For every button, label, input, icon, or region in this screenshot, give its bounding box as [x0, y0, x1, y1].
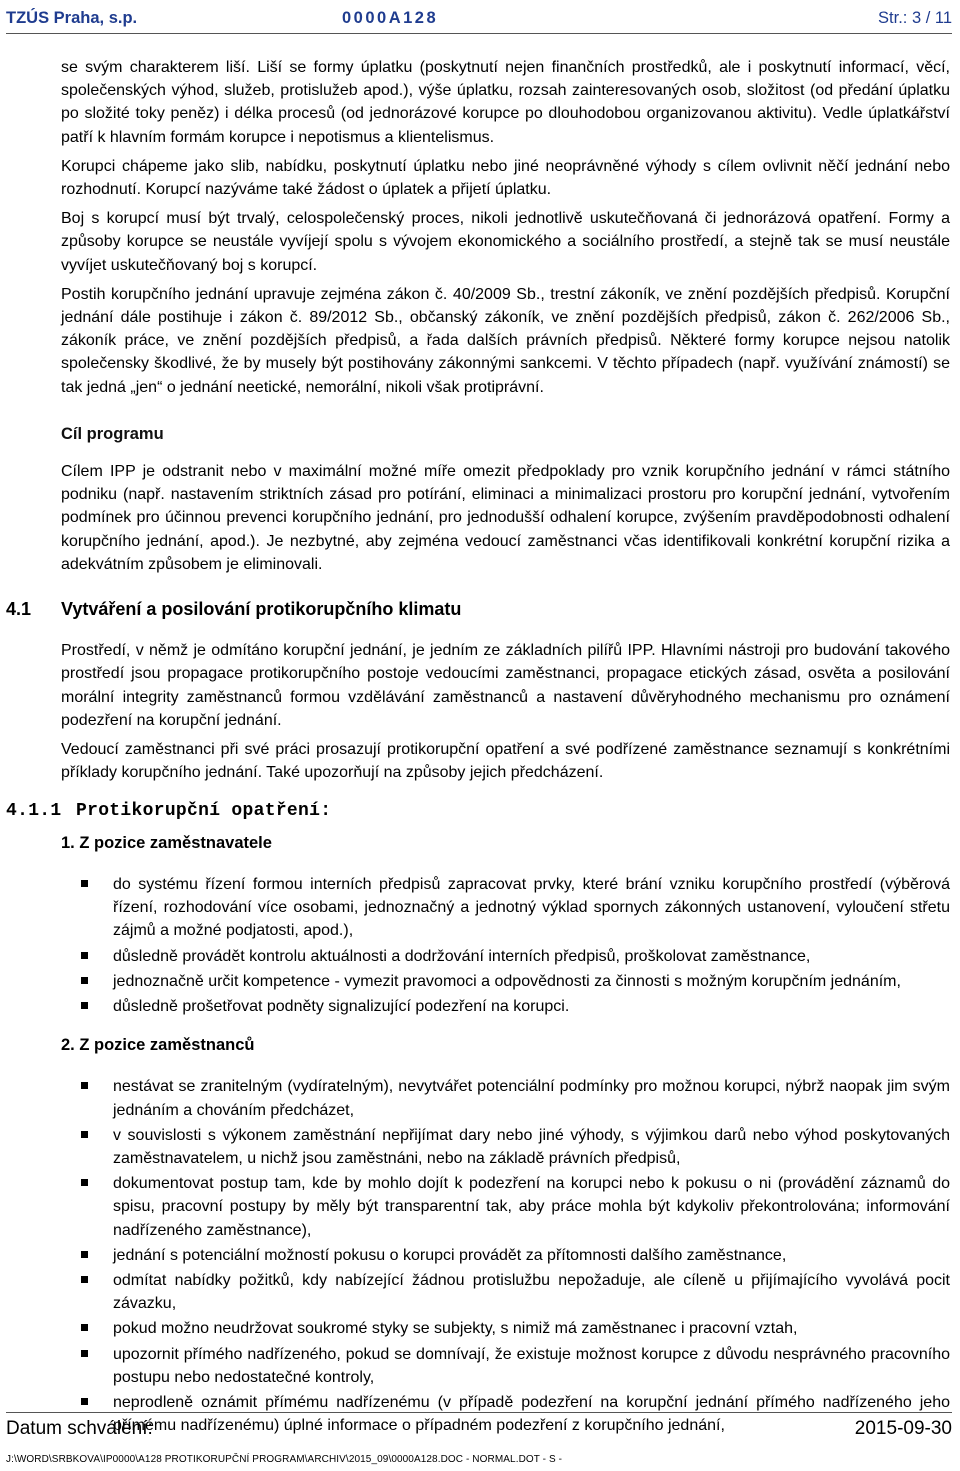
square-bullet-icon — [81, 1324, 88, 1331]
page-header — [6, 6, 952, 30]
employee-list — [61, 1075, 950, 1437]
square-bullet-icon — [81, 1179, 88, 1186]
list-item: upozornit přímého nadřízeného, pokud se domnívají, že existuje možnost korupce z důvodu nesprávného pracovního postupu nebo nedostatečné kontroly, — [113, 1343, 950, 1389]
section-heading-4-1 — [6, 598, 950, 621]
section-number: 4.1.1 — [6, 801, 62, 822]
footer-divider — [6, 1412, 952, 1413]
square-bullet-icon — [81, 1276, 88, 1283]
square-bullet-icon — [81, 977, 88, 984]
page-number: Str.: 3 / 11 — [878, 8, 952, 27]
section-heading-4-1-1 — [6, 800, 950, 823]
section-title: Vytváření a posilování protikorupčního klimatu — [61, 599, 462, 620]
paragraph: se svým charakterem liší. Liší se formy úplatku (poskytnutí nejen finančních prostředků, ale i poskytnutí informací, věcí, společenských výhod, služeb, protislužeb apod.), výše úplatku, rozsah zainteresovaných osob, složitost (od předání úplatku po složité toky peněz) i délka procesů (od jednorázové korupce po dlouhodobou organizovanou aktivitu). Vedle úplatkářství patří k hlavním formám korupce i nepotismus a klientelismus. — [61, 59, 950, 146]
square-bullet-icon — [81, 1350, 88, 1357]
list-item: pokud možno neudržovat soukromé styky se subjekty, s nimiž má zaměstnanec i pracovní vztah, — [113, 1317, 950, 1340]
list-item: nestávat se zranitelným (vydíratelným), nevytvářet potenciální podmínky pro možnou korupci, nýbrž naopak jim svým jednáním a chováním předcházet, — [113, 1075, 950, 1121]
list-item: jednání s potenciální možností pokusu o korupci provádět za přítomnosti dalšího zaměstnance, — [113, 1244, 950, 1267]
list-item: jednoznačně určit kompetence - vymezit pravomoci a odpovědnosti za činnosti s možným korupčním jednáním, — [113, 970, 950, 993]
employee-heading: 2. Z pozice zaměstnanců — [61, 1036, 255, 1055]
page-content — [6, 56, 950, 1453]
paragraph: Vedoucí zaměstnanci při své práci prosazují protikorupční opatření a své podřízené zaměstnance seznamují s konkrétními příklady korupčního jednání. Také upozorňují na způsoby jejich předcházení. — [61, 741, 950, 782]
list-item: v souvislosti s výkonem zaměstnání nepřijímat dary nebo jiné výhody, s výjimkou darů nebo výhod poskytovaných zaměstnavatelem, u nichž jsou zaměstnáni, nebo na základě právních předpisů, — [113, 1124, 950, 1170]
paragraph: Korupci chápeme jako slib, nabídku, poskytnutí úplatku nebo jiné neoprávněné výhody s cílem ovlivnit něčí jednání nebo rozhodnutí. Korupcí nazýváme také žádost o úplatek a přijetí úplatku. — [61, 157, 950, 199]
company-name: TZÚS Praha, s.p. — [6, 8, 138, 27]
square-bullet-icon — [81, 1398, 88, 1405]
goal-paragraph: Cílem IPP je odstranit nebo v maximální možné míře omezit předpoklady pro vznik korupčního jednání v rámci státního podniku (např. nastavením striktních zásad pro potírání, eliminaci a minimalizaci prostoru pro korupční jednání, vytvořením podmínek pro účinnou prevenci korupčního jednání, pro jednodušší odhalení korupce, zvýšením pravděpodobnosti odhalení korupčního jednání, apod.). Je nezbytné, aby zejména vedoucí zaměstnanci včas identifikovali konkrétní korupční rizika a adekvátním způsobem je eliminovali. — [61, 463, 950, 573]
square-bullet-icon — [81, 880, 88, 887]
paragraph: Prostředí, v němž je odmítáno korupční jednání, je jedním ze základních pilířů IPP. Hlavními nástroji pro budování takového prostředí jsou propagace protikorupčního postoje vedoucími zaměstnanci, propagace etických zásad, osvěta a posilování morální integrity zaměstnanců formou vzdělávání zaměstnanců a nastavení důvěryhodného mechanismu pro oznámení podezření na korupční jednání. — [61, 642, 950, 729]
goal-heading: Cíl programu — [61, 424, 164, 443]
list-item: neprodleně oznámit přímému nadřízenému (v případě podezření na korupční jednání přímého nadřízeného jeho přímému nadřízenému) úplné informace o případném podezření z korupčního jednání, — [113, 1391, 950, 1437]
paragraph: Boj s korupcí musí být trvalý, celospolečenský proces, nikoli jednotlivě uskutečňovaná či jednorázová opatření. Formy a způsoby korupce se neustále vyvíjejí spolu s vývojem ekonomického a sociálního prostředí, a stejně tak se musí neustále vyvíjet uskutečňovaný boj s korupcí. — [61, 210, 950, 274]
list-item: dokumentovat postup tam, kde by mohlo dojít k podezření na korupci nebo k pokusu o ni (provádění záznamů do spisu, pracovní postupy by měly být transparentní tak, aby práce mohla být kdykoliv překontrolována; informování nadřízeného zaměstnance), — [113, 1172, 950, 1242]
page-footer — [6, 1418, 952, 1440]
section-title: Protikorupční opatření: — [76, 801, 332, 822]
square-bullet-icon — [81, 1131, 88, 1138]
file-path: J:\WORD\SRBKOVA\IP0000\A128 PROTIKORUPČNÍ PROGRAM\ARCHIV\2015_09\0000A128.DOC - NORMAL.DOT - S - — [6, 1454, 563, 1465]
paragraph: Postih korupčního jednání upravuje zejména zákon č. 40/2009 Sb., trestní zákoník, ve znění pozdějších předpisů. Korupční jednání dále postihuje i zákon č. 89/2012 Sb., občanský zákoník, ve znění pozdějších předpisů, zákon č. 262/2006 Sb., zákoník práce, ve znění pozdějších předpisů, a řada dalších právních předpisů. Některé formy korupce nejsou natolik společensky škodlivé, že by musely být postihovány zákonnými sankcemi. V těchto případech (např. využívání známostí) se tak jedná „jen“ o jednání neetické, nemorální, nikoli však protiprávní. — [61, 285, 950, 396]
employer-list — [61, 873, 950, 1018]
square-bullet-icon — [81, 1251, 88, 1258]
header-divider — [6, 33, 952, 34]
square-bullet-icon — [81, 952, 88, 959]
square-bullet-icon — [81, 1082, 88, 1089]
list-item: důsledně prošetřovat podněty signalizující podezření na korupci. — [113, 995, 950, 1018]
list-item: odmítat nabídky požitků, kdy nabízející žádnou protislužbu nepožaduje, ale cíleně u přijímajícího vyvolává pocit závazku, — [113, 1269, 950, 1315]
square-bullet-icon — [81, 1002, 88, 1009]
list-item: důsledně provádět kontrolu aktuálnosti a dodržování interních předpisů, proškolovat zaměstnance, — [113, 945, 950, 968]
list-item: do systému řízení formou interních předpisů zapracovat prvky, které brání vzniku korupčního prostředí (výběrová řízení, rozhodování více osobami, jednoznačný a jednotný výklad spornych zákonných ustanovení, vyloučení střetu zájmů a možné podjatosti, apod.), — [113, 873, 950, 943]
document-number: 0000A128 — [342, 8, 439, 27]
section-number: 4.1 — [6, 599, 32, 620]
employer-heading: 1. Z pozice zaměstnavatele — [61, 833, 272, 852]
approval-date: 2015-09-30 — [854, 1418, 952, 1439]
approval-label: Datum schválení: — [6, 1418, 153, 1439]
